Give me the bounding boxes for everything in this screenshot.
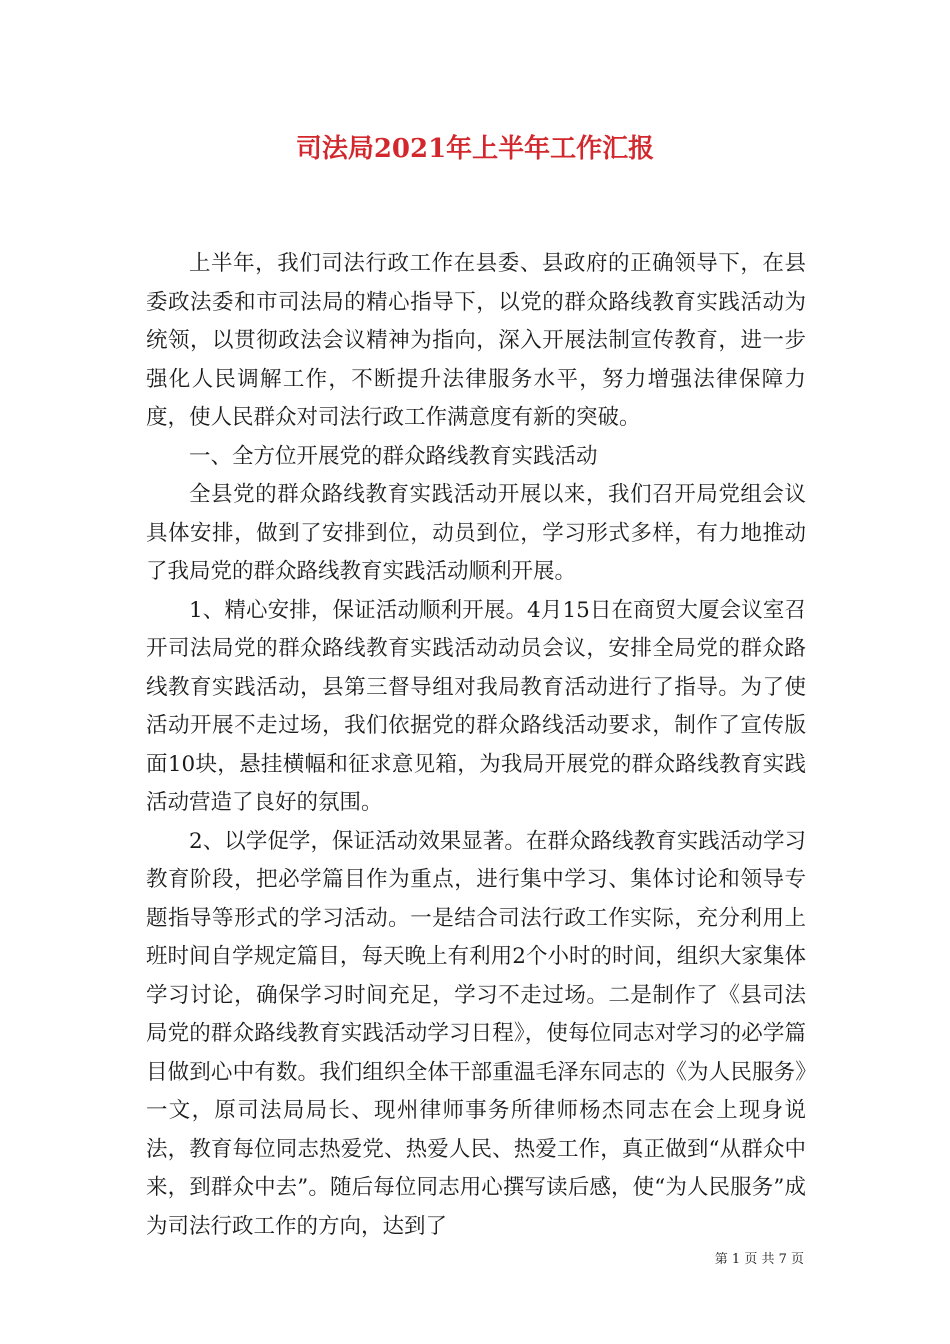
page-number-footer: 第 1 页 共 7 页 [714,1252,804,1267]
document-body [146,245,806,1246]
paragraph-intro: 上半年，我们司法行政工作在县委、县政府的正确领导下，在县委政法委和市司法局的精心指导下，以党的群众路线教育实践活动为统领，以贯彻政法会议精神为指向，深入开展法制宣传教育，进一步强化人民调解工作，不断提升法律服务水平，努力增强法律保障力度，使人民群众对司法行政工作满意度有新的突破。 [146,251,806,430]
paragraph-overview: 全县党的群众路线教育实践活动开展以来，我们召开局党组会议具体安排，做到了安排到位，动员到位，学习形式多样，有力地推动了我局党的群众路线教育实践活动顺利开展。 [146,482,806,584]
paragraph-item-2: 2、以学促学，保证活动效果显著。在群众路线教育实践活动学习教育阶段，把必学篇目作为重点，进行集中学习、集体讨论和领导专题指导等形式的学习活动。一是结合司法行政工作实际，充分利用上班时间自学规定篇目，每天晚上有利用2个小时的时间，组织大家集体学习讨论，确保学习时间充足，学习不走过场。二是制作了《县司法局党的群众路线教育实践活动学习日程》，使每位同志对学习的必学篇目做到心中有数。我们组织全体干部重温毛泽东同志的《为人民服务》一文，原司法局局长、现州律师事务所律师杨杰同志在会上现身说法，教育每位同志热爱党、热爱人民、热爱工作，真正做到“从群众中来，到群众中去”。随后每位同志用心撰写读后感，使“为人民服务”成为司法行政工作的方向，达到了 [146,828,806,1239]
document-title: 司法局2021年上半年工作汇报 [295,134,655,164]
section-heading-1: 一、全方位开展党的群众路线教育实践活动 [189,443,598,469]
paragraph-item-1: 1、精心安排，保证活动顺利开展。4月15日在商贸大厦会议室召开司法局党的群众路线教育实践活动动员会议，安排全局党的群众路线教育实践活动，县第三督导组对我局教育活动进行了指导。为了使活动开展不走过场，我们依据党的群众路线活动要求，制作了宣传版面10块，悬挂横幅和征求意见箱，为我局开展党的群众路线教育实践活动营造了良好的氛围。 [146,597,806,815]
